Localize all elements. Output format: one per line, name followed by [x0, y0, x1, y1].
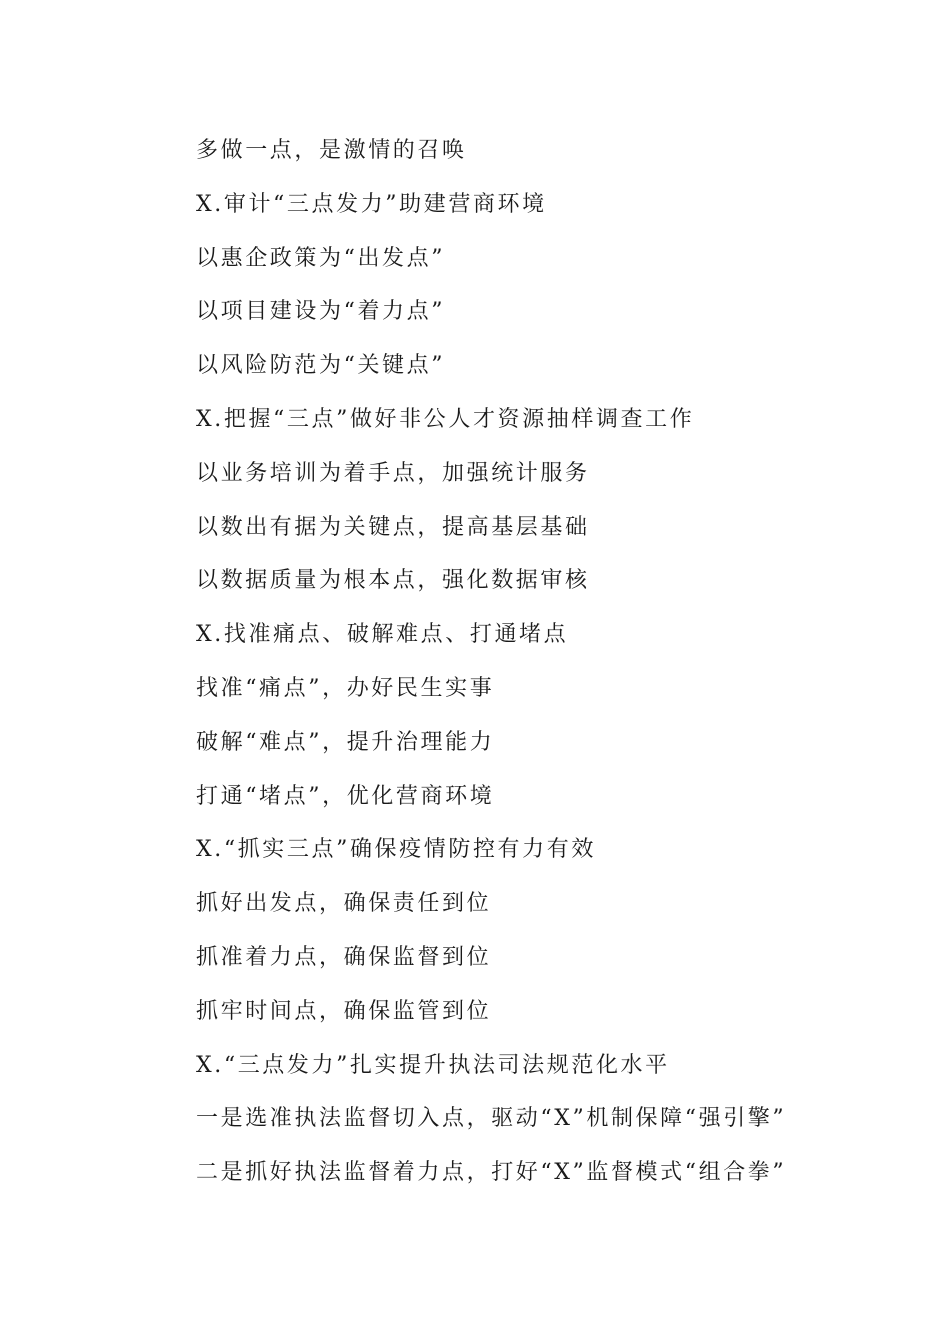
document-line: 找准“痛点”，办好民生实事: [196, 675, 495, 701]
section-heading: X.把握“三点”做好非公人才资源抽样调查工作: [196, 406, 695, 432]
document-line: 抓准着力点，确保监督到位: [196, 944, 492, 970]
document-line: 以数据质量为根本点，强化数据审核: [196, 568, 590, 594]
document-line: 以数出有据为关键点，提高基层基础: [196, 514, 590, 540]
section-heading: X.“抓实三点”确保疫情防控有力有效: [196, 837, 596, 863]
section-heading: X.找准痛点、破解难点、打通堵点: [196, 622, 569, 648]
document-line: 以惠企政策为“出发点”: [196, 245, 446, 271]
section-heading: X.审计“三点发力”助建营商环境: [196, 191, 547, 217]
document-line: 抓牢时间点，确保监管到位: [196, 998, 492, 1024]
document-line: 以项目建设为“着力点”: [196, 299, 446, 325]
document-line: 破解“难点”，提升治理能力: [196, 729, 495, 755]
document-line: 二是抓好执法监督着力点，打好“X”监督模式“组合拳”: [196, 1160, 787, 1186]
document-line: 以业务培训为着手点，加强统计服务: [196, 460, 590, 486]
document-body: [196, 134, 896, 1210]
document-line: 一是选准执法监督切入点，驱动“X”机制保障“强引擎”: [196, 1106, 787, 1132]
section-heading: X.“三点发力”扎实提升执法司法规范化水平: [196, 1052, 670, 1078]
document-line: 多做一点，是激情的召唤: [196, 138, 467, 163]
document-line: 打通“堵点”，优化营商环境: [196, 783, 495, 809]
document-line: 以风险防范为“关键点”: [196, 353, 446, 379]
document-line: 抓好出发点，确保责任到位: [196, 891, 492, 917]
